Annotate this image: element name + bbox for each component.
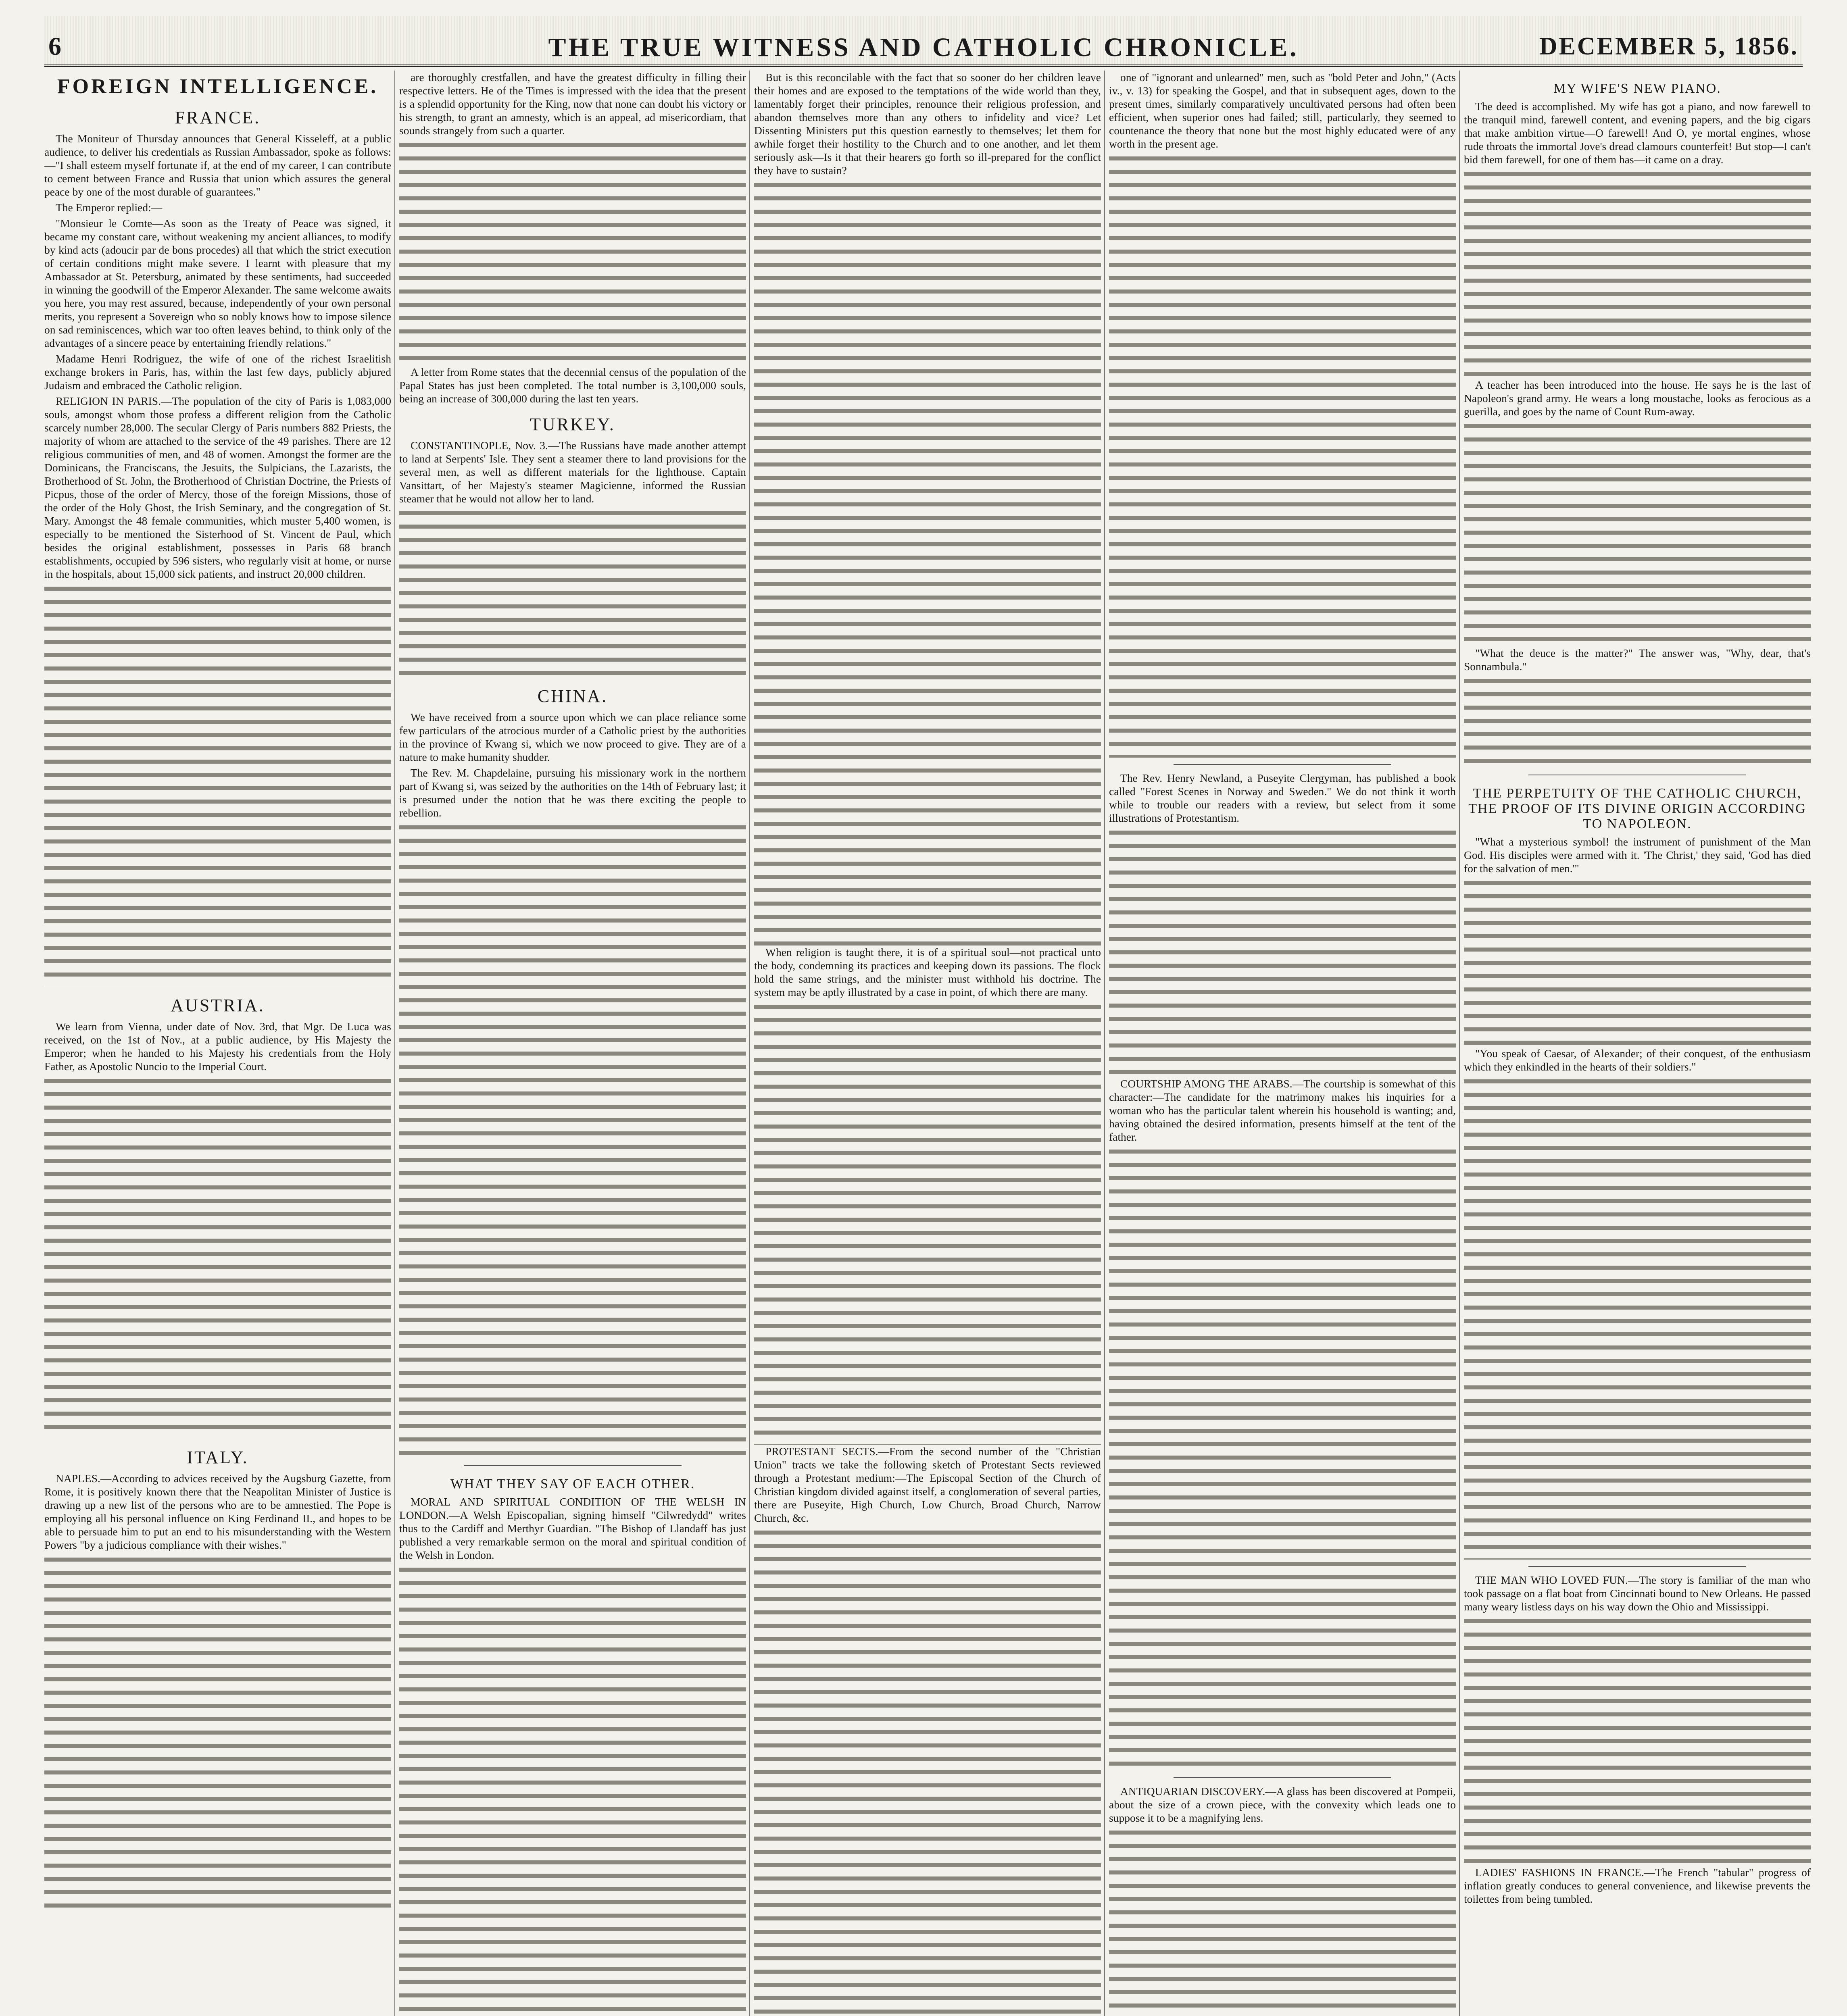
body-text-block: [1464, 1616, 1811, 1866]
body-text-block: [1109, 827, 1456, 1077]
article-paragraph: MORAL AND SPIRITUAL CONDITION OF THE WELSH IN LONDON.—A Welsh Episcopalian, signing himself "Cilwredydd" writes thus to the Cardiff and Merthyr Guardian. "The Bishop of Llandaff has just published a very remarkable sermon on the moral and spiritual condition of the Welsh in London.: [399, 1495, 746, 1561]
body-text-block: [1464, 421, 1811, 646]
foreign-intelligence-heading: FOREIGN INTELLIGENCE.: [57, 75, 379, 98]
article-paragraph: RELIGION IN PARIS.—The population of the city of Paris is 1,083,000 souls, amongst whom those profess a different religion from the Catholic scarcely number 28,000. The secular Clergy of Paris numbers 882 Priests, the majority of whom are attached to the service of the 49 parishes. There are 12 religious communities of men, and 48 of women. Amongst the former are the Dominicans, the Franciscans, the Jesuits, the Sulpicians, the Lazarists, the Brotherhood of St. John, the Brotherhood of Christian Doctrine, the Priests of Picpus, those of the order of Mercy, those of the foreign Missions, those of the order of the Holy Ghost, the Irish Seminary, and the congregation of St. Mary. Amongst the 48 female communities, which muster 5,400 women, is especially to be mentioned the Sisterhood of St. Vincent de Paul, which besides the original establishment, possesses in Paris 68 branch establishments, occupied by 596 sisters, who regularly visit at home, or nurse in the hospitals, about 15,000 sick patients, and instruct 20,000 children.: [44, 395, 391, 580]
body-text-block: [1109, 1146, 1456, 1771]
article-paragraph: CONSTANTINOPLE, Nov. 3.—The Russians have made another attempt to land at Serpents' Isle. They sent a steamer there to land provisions for the several men, as well as different materials for the lighthouse. Captain Vansittart, of her Majesty's steamer Magicienne, informed the Russian steamer that he would not allow her to land.: [399, 439, 746, 505]
column-2: [399, 71, 746, 2016]
body-text-block: [1109, 1827, 1456, 2016]
column-3: [754, 71, 1101, 2016]
article-paragraph: LADIES' FASHIONS IN FRANCE.—The French "tabular" progress of inflation greatly conduces to general convenience, and likewise prevents the toilettes from being tumbled.: [1464, 1866, 1811, 1905]
article-paragraph: A letter from Rome states that the decennial census of the population of the Papal States has just been completed. The total number is 3,100,000 souls, being an increase of 300,000 during the last ten years.: [399, 366, 746, 405]
article-paragraph: A teacher has been introduced into the house. He says he is the last of Napoleon's grand army. He wears a long moustache, looks as ferocious as a guerilla, and goes by the name of Count Rum-away.: [1464, 379, 1811, 418]
column-5: [1464, 71, 1811, 2016]
turkey-heading: TURKEY.: [530, 414, 615, 434]
body-text-block: [1464, 1076, 1811, 1560]
body-text-block: [754, 1001, 1101, 1445]
column-rule: [394, 71, 395, 2016]
article-paragraph: ANTIQUARIAN DISCOVERY.—A glass has been discovered at Pompeii, about the size of a crown piece, with the convexity which leads one to suppose it to be a magnifying lens.: [1109, 1785, 1456, 1824]
article-paragraph: Madame Henri Rodriguez, the wife of one of the richest Israelitish exchange brokers in Paris, has, within the last few days, publicly abjured Judaism and embraced the Catholic religion.: [44, 352, 391, 392]
column-rule: [1459, 71, 1460, 2016]
article-paragraph: COURTSHIP AMONG THE ARABS.—The courtship is somewhat of this character:—The candidate for the matrimony makes his inquiries for a woman who has the particular talent wherein his household is wanting; and, having obtained the desired information, presents himself at the tent of the father.: [1109, 1077, 1456, 1143]
body-text-block: [399, 508, 746, 677]
article-paragraph: "You speak of Caesar, of Alexander; of their conquest, of the enthusiasm which they enkindled in the hearts of their soldiers.": [1464, 1047, 1811, 1073]
article-paragraph: are thoroughly crestfallen, and have the greatest difficulty in filling their respective letters. He of the Times is impressed with the idea that the present is a splendid opportunity for the King, now that none can doubt his victory or his strength, to grant an amnesty, which is an appeal, ad misericordiam, that sounds strangely from such a quarter.: [399, 71, 746, 137]
body-text-block: [44, 583, 391, 986]
article-paragraph: The Moniteur of Thursday announces that General Kisseleff, at a public audience, to deliver his credentials as Russian Ambassador, spoke as follows:—"I shall esteem myself fortunate if, at the end of my career, I can contribute to cement between France and Russia that union which assures the general peace by one of the most durable of guarantees.": [44, 132, 391, 198]
newspaper-title: THE TRUE WITNESS AND CATHOLIC CHRONICLE.: [548, 33, 1299, 62]
body-text-block: [399, 1564, 746, 2016]
wife-piano-heading: MY WIFE'S NEW PIANO.: [1553, 81, 1721, 96]
article-paragraph: We have received from a source upon which we can place reliance some few particulars of the atrocious murder of a Catholic priest by the authorities in the province of Kwang si, which we now proceed to give. They are of a nature to make humanity shudder.: [399, 711, 746, 763]
body-text-block: [754, 179, 1101, 946]
column-1: [44, 71, 391, 2016]
body-text-block: [399, 140, 746, 365]
article-paragraph: THE MAN WHO LOVED FUN.—The story is familiar of the man who took passage on a flat boat from Cincinnati bound to New Orleans. He passed many weary listless days on his way down the Ohio and Mississippi.: [1464, 1574, 1811, 1613]
masthead: [44, 16, 1803, 67]
article-paragraph: The Emperor replied:—: [56, 201, 163, 214]
column-4: [1109, 71, 1456, 2016]
article-paragraph: The Rev. M. Chapdelaine, pursuing his missionary work in the northern part of Kwang si, was seized by the authorities on the 14th of February last; it is presumed under the notion that he was there exciting the people to rebellion.: [399, 766, 746, 819]
article-paragraph: PROTESTANT SECTS.—From the second number of the "Christian Union" tracts we take the following sketch of Protestant Sects reviewed through a Protestant medium:—The Episcopal Section of the Church of Christian kingdom divided against itself, a conglomeration of several parties, there are Puseyite, High Church, Low Church, Broad Church, Narrow Church, &c.: [754, 1445, 1101, 1524]
body-text-block: [44, 1075, 391, 1438]
austria-heading: AUSTRIA.: [171, 996, 265, 1015]
article-paragraph: We learn from Vienna, under date of Nov. 3rd, that Mgr. De Luca was received, on the 1st of Nov., at a public audience, by His Majesty the Emperor; when he handed to his Majesty his credentials from the Holy Father, as Apostolic Nuncio to the Imperial Court.: [44, 1020, 391, 1073]
issue-date: DECEMBER 5, 1856.: [1539, 33, 1799, 60]
section-divider: [1528, 1566, 1746, 1567]
article-paragraph: When religion is taught there, it is of a spiritual soul—not practical unto the body, condemning its practices and keeping down its passions. The flock hold the same strings, and the minister must withhold his doctrine. The system may be aptly illustrated by a case in point, of which there are many.: [754, 946, 1101, 998]
column-rule: [1104, 71, 1105, 2016]
body-text-block: [1109, 153, 1456, 758]
body-text-block: [1464, 169, 1811, 378]
china-heading: CHINA.: [537, 686, 608, 706]
body-text-block: [1464, 675, 1811, 768]
body-text-block: [44, 1554, 391, 1917]
article-paragraph: But is this reconcilable with the fact that so sooner do her children leave their homes and are exposed to the temptations of the wide world than they, lamentably forget their principles, renounce their religious profession, and abandon themselves more than any others to infidelity and vice? Let Dissenting Ministers put this question earnestly to themselves; let them for awhile forget their hostility to the Church and to one another, and let them seriously ask—Is it that their hearers go forth so ill-prepared for the conflict they have to sustain?: [754, 71, 1101, 177]
article-paragraph: "What a mysterious symbol! the instrument of punishment of the Man God. His disciples were armed with it. 'The Christ,' they said, 'God has died for the salvation of men.'": [1464, 835, 1811, 875]
france-heading: FRANCE.: [175, 108, 261, 127]
section-divider: [1174, 1777, 1391, 1778]
article-paragraph: NAPLES.—According to advices received by the Augsburg Gazette, from Rome, it is positively known there that the Neapolitan Minister of Justice is drawing up a new list of the persons who are to be amnestied. The Pope is employing all his personal influence on King Ferdinand II., and hopes to be able to persuade him to put an end to his misunderstanding with the Western Powers "by a judicious compliance with their wishes.": [44, 1472, 391, 1551]
column-rule: [749, 71, 750, 2016]
what-they-say-heading: WHAT THEY SAY OF EACH OTHER.: [450, 1477, 695, 1491]
article-paragraph: "What the deuce is the matter?" The answer was, "Why, dear, that's Sonnambula.": [1464, 647, 1811, 673]
perpetuity-heading: THE PERPETUITY OF THE CATHOLIC CHURCH, THE PROOF OF ITS DIVINE ORIGIN ACCORDING TO NAPOLEON.: [1468, 786, 1806, 831]
body-text-block: [1464, 877, 1811, 1047]
section-divider: [1174, 764, 1391, 765]
article-paragraph: "Monsieur le Comte—As soon as the Treaty of Peace was signed, it became my constant care, without weakening my ancient alliances, to modify by kind acts (adoucir par de bons procedes) all that which the strict execution of certain conditions might make severe. I learnt with pleasure that my Ambassador at St. Petersburg, animated by these sentiments, had succeeded in winning the goodwill of the Emperor Alexander. The same welcome awaits you here, you may rest assured, because, independently of your own personal merits, you represent a Sovereign who so nobly knows how to impose silence on sad reminiscences, which war too often leaves behind, to think only of the advantages of a sincere peace by entertaining friendly relations.": [44, 217, 391, 349]
section-divider: [464, 1465, 682, 1466]
page-number: 6: [48, 32, 61, 60]
article-paragraph: The Rev. Henry Newland, a Puseyite Clergyman, has published a book called "Forest Scenes in Norway and Sweden." We do not think it worth while to trouble our readers with a review, but select from it some illustrations of Protestantism.: [1109, 772, 1456, 824]
article-paragraph: one of "ignorant and unlearned" men, such as "bold Peter and John," (Acts iv., v. 13) for speaking the Gospel, and that in subsequent ages, down to the present times, similarly comparatively uncultivated persons had often been efficient, when superior ones had failed; still, particularly, they seemed to countenance the theory that none but the most highly educated were of any worth in the present age.: [1109, 71, 1456, 150]
body-text-block: [399, 822, 746, 1459]
article-paragraph: The deed is accomplished. My wife has got a piano, and now farewell to the tranquil mind, farewell content, and evening papers, and the big cigars that make ambition virtue—O farewell! And O, ye mortal engines, whose rude throats the immortal Jove's dread clamours counterfeit! But stop—I can't bid them farewell, for one of them has—it came on a dray.: [1464, 100, 1811, 166]
body-text-block: [754, 1527, 1101, 2016]
italy-heading: ITALY.: [187, 1447, 249, 1467]
